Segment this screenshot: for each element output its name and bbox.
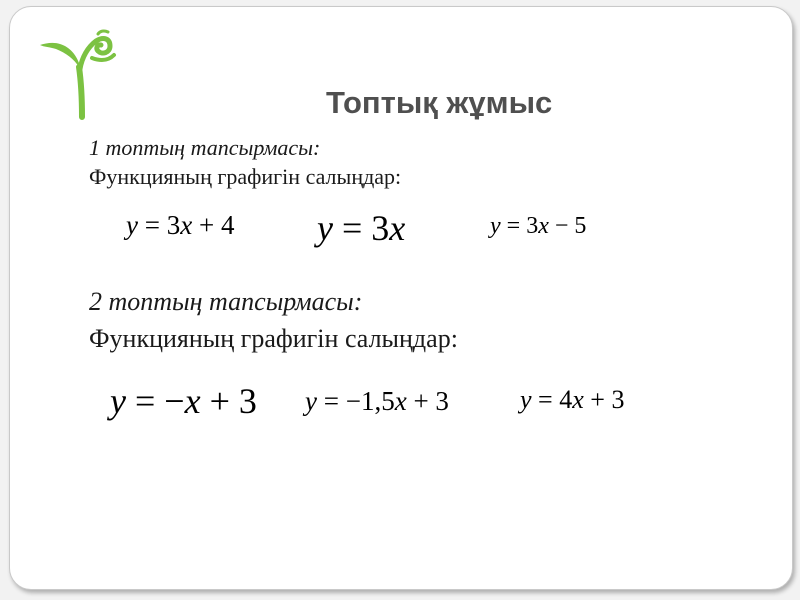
formula-text: y = −1,5x + 3 [305, 386, 449, 416]
formula-text: y = −x + 3 [110, 381, 257, 421]
group1-formula-1 [126, 212, 234, 239]
formula-text: y = 3x [317, 208, 406, 248]
group2-formula-2 [305, 388, 449, 415]
group1-formula-2 [317, 210, 405, 246]
group1-instruction: Функцияның графигін салыңдар: [89, 164, 402, 189]
group1-heading: 1 топтың тапсырмасы: [89, 135, 321, 160]
slide-title: Топтық жұмыс [326, 85, 553, 120]
group2-formula-3 [520, 387, 624, 413]
formula-text: y = 3x + 4 [126, 210, 235, 240]
group1-formula-3 [490, 214, 586, 238]
group2-heading: 2 топтың тапсырмасы: [89, 287, 363, 316]
sprout-logo-icon [38, 25, 118, 120]
group2-instruction: Функцияның графигін салыңдар: [89, 324, 458, 353]
formula-text: y = 4x + 3 [520, 385, 625, 414]
formula-text: y = 3x − 5 [490, 213, 587, 239]
group2-formula-1 [110, 383, 257, 419]
